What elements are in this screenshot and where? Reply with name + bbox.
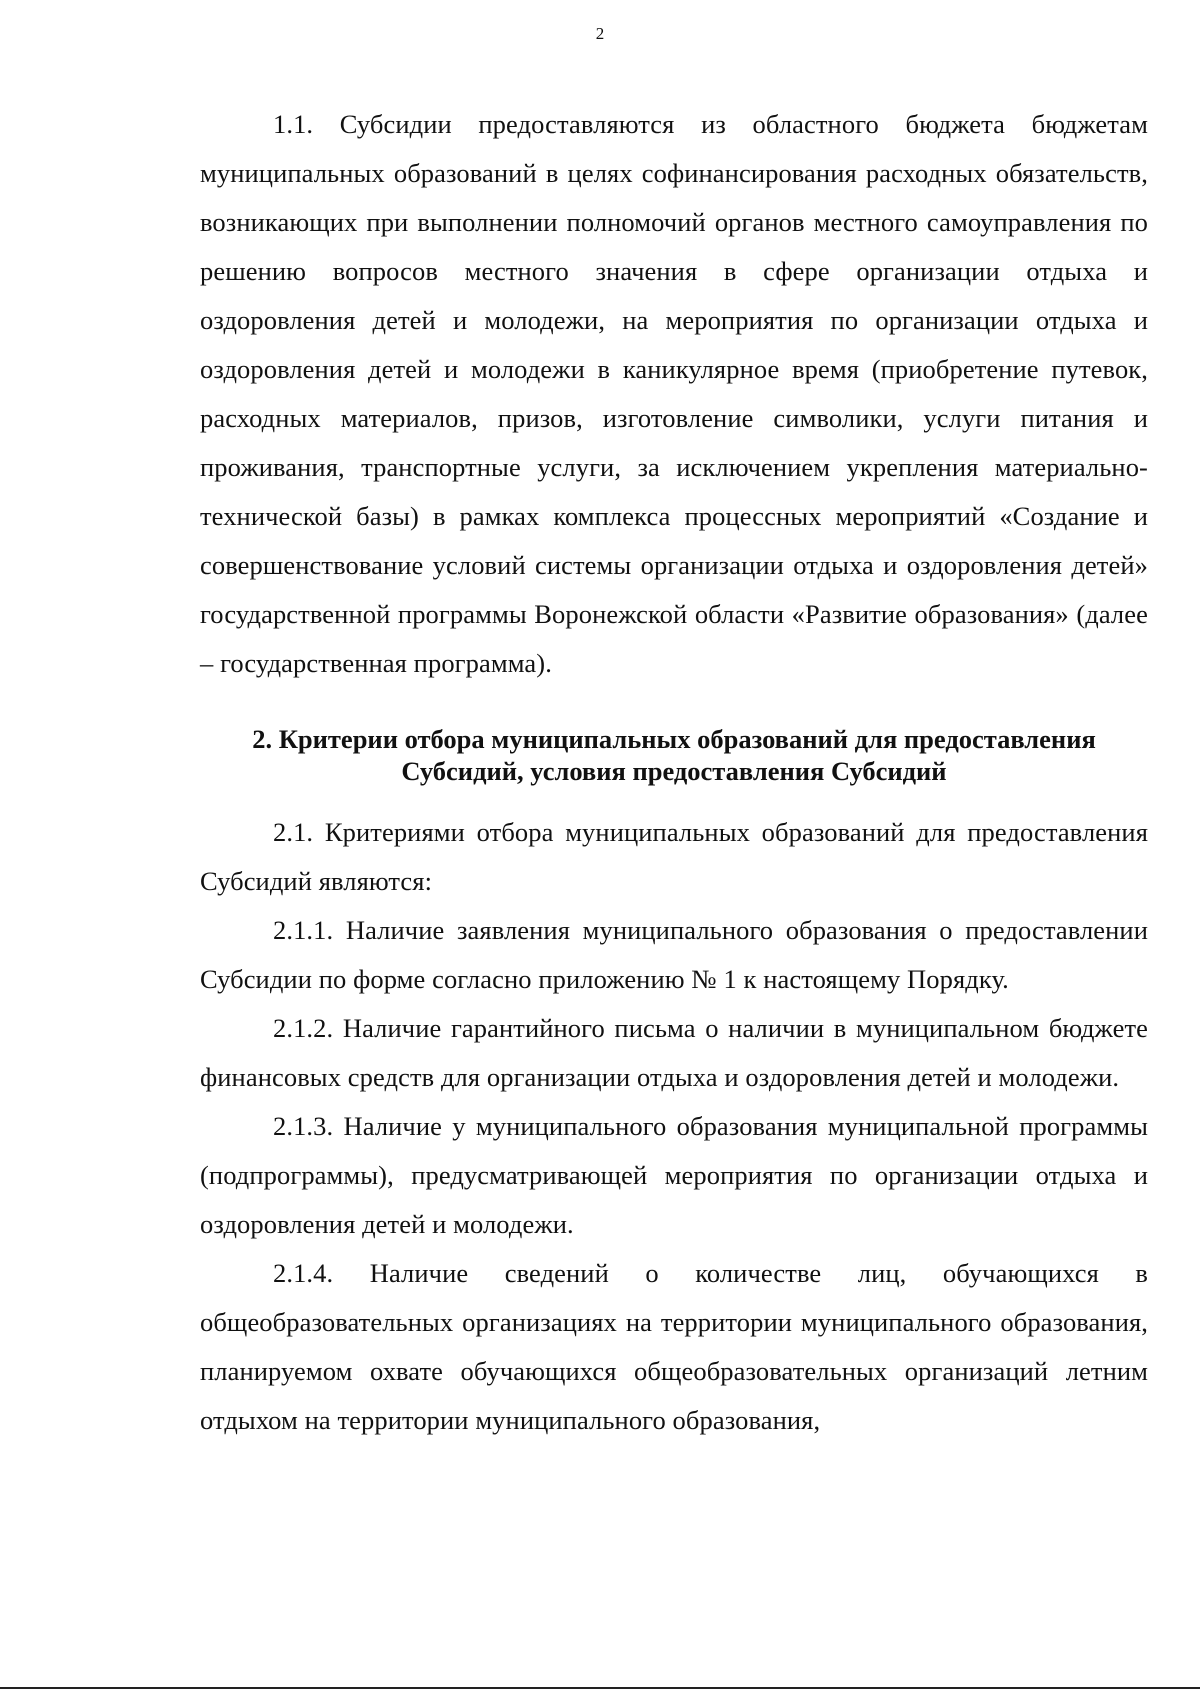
page-bottom-border <box>0 1687 1200 1689</box>
paragraph-2-1-2: 2.1.2. Наличие гарантийного письма о наличии в муниципальном бюджете финансовых средств для организации отдыха и оздоровления детей и молодежи. <box>200 1013 1148 1092</box>
paragraph-2-1: 2.1. Критериями отбора муниципальных образований для предоставления Субсидий являются: <box>200 817 1148 896</box>
section-2-heading-line-1: 2. Критерии отбора муниципальных образований для предоставления <box>252 724 1096 754</box>
section-2-heading <box>200 723 1148 787</box>
paragraph-2-1-1: 2.1.1. Наличие заявления муниципального образования о предоставлении Субсидии по форме согласно приложению № 1 к настоящему Порядку. <box>200 915 1148 994</box>
paragraph-2-1-4: 2.1.4. Наличие сведений о количестве лиц, обучающихся в общеобразовательных организациях на территории муниципального образования, планируемом охвате обучающихся общеобразовательных организаций летним отдыхом на территории муниципального образования, <box>200 1258 1148 1435</box>
section-2-heading-line-2: Субсидий, условия предоставления Субсидий <box>401 756 947 786</box>
document-body <box>200 100 1148 1445</box>
paragraph-1-1: 1.1. Субсидии предоставляются из областного бюджета бюджетам муниципальных образований в целях софинансирования расходных обязательств, возникающих при выполнении полномочий органов местного самоуправления по решению вопросов местного значения в сфере организации отдыха и оздоровления детей и молодежи, на мероприятия по организации отдыха и оздоровления детей и молодежи в каникулярное время (приобретение путевок, расходных материалов, призов, изготовление символики, услуги питания и проживания, транспортные услуги, за исключением укрепления материально-технической базы) в рамках комплекса процессных мероприятий «Создание и совершенствование условий системы организации отдыха и оздоровления детей» государственной программы Воронежской области «Развитие образования» (далее – государственная программа). <box>200 109 1148 678</box>
paragraph-2-1-3: 2.1.3. Наличие у муниципального образования муниципальной программы (подпрограммы), предусматривающей мероприятия по организации отдыха и оздоровления детей и молодежи. <box>200 1111 1148 1239</box>
page-number: 2 <box>595 24 605 43</box>
